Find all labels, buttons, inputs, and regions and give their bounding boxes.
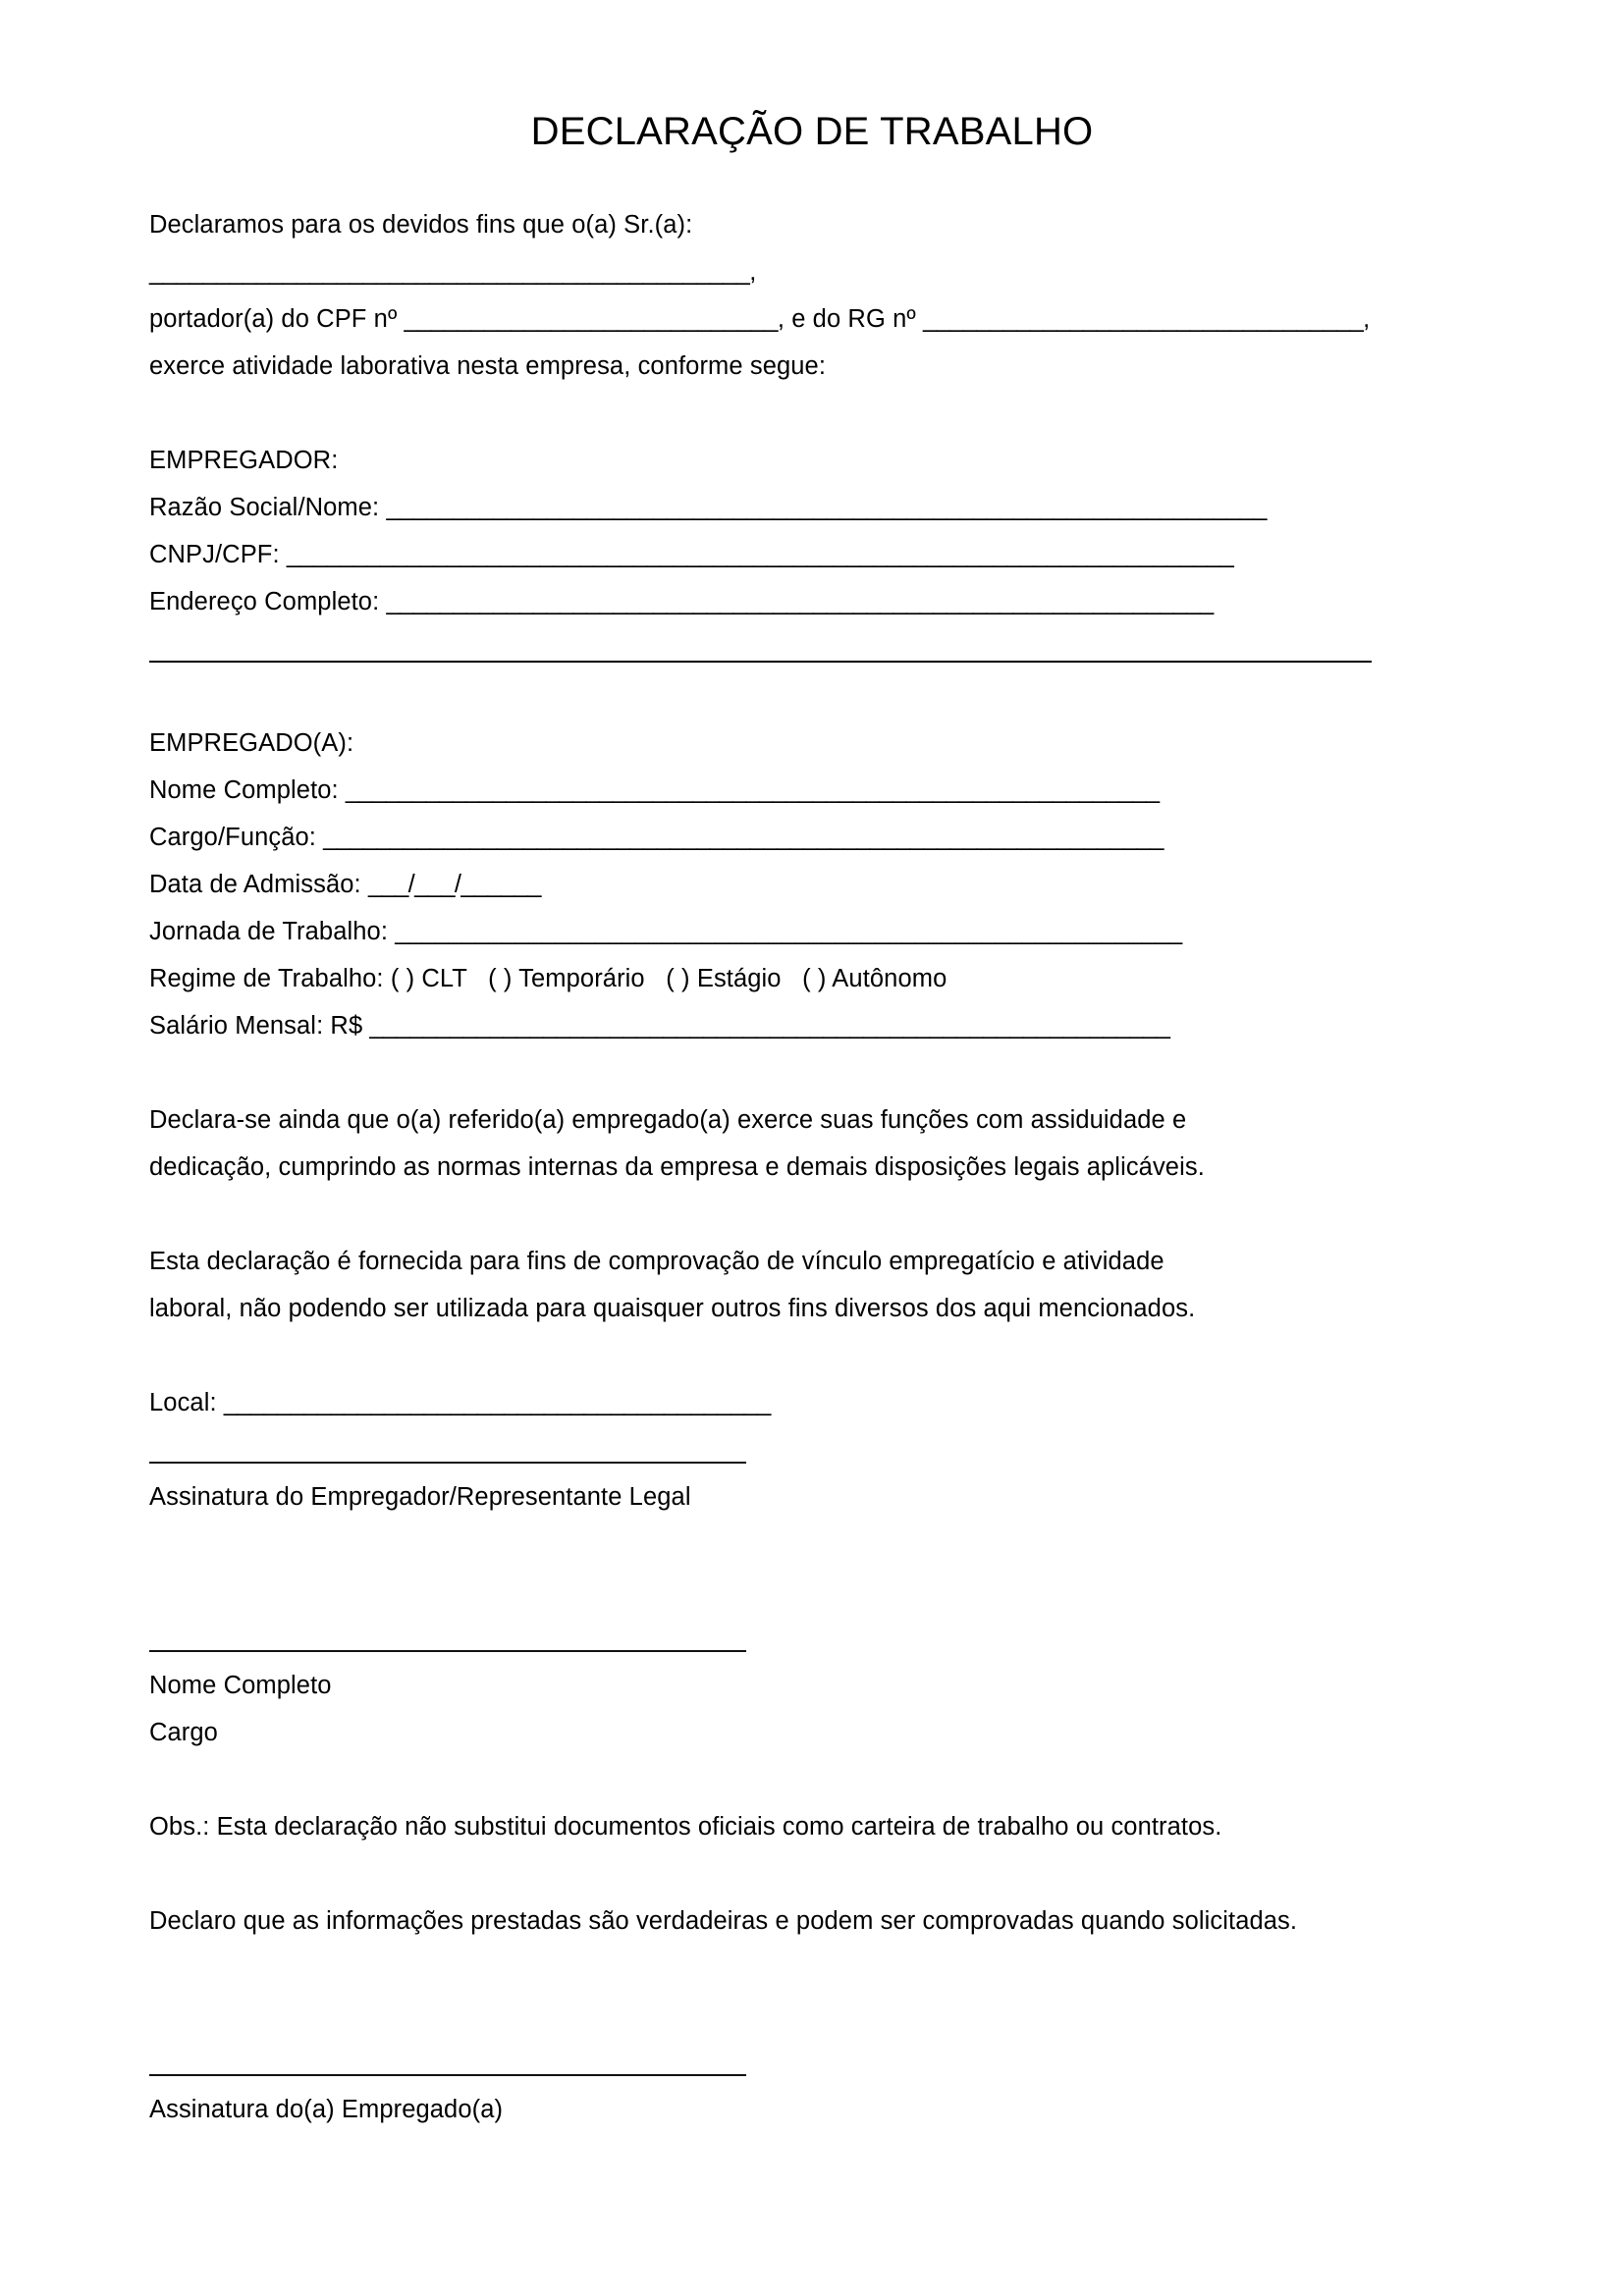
employer-endereco-blank-continued[interactable] bbox=[149, 661, 1372, 663]
employee-field-data-admissao bbox=[149, 861, 1477, 908]
local-blank[interactable]: _________________________________________ bbox=[223, 1389, 771, 1416]
cpf-rg-line bbox=[149, 295, 1477, 343]
statement-paragraph-1-line-1: Declara-se ainda que o(a) referido(a) empregado(a) exerce suas funções com assiduidade e bbox=[149, 1106, 1187, 1134]
statement-paragraph-2-line-2: laboral, não podendo ser utilizada para quaisquer outros fins diversos dos aqui mencionados. bbox=[149, 1295, 1196, 1322]
employee-nome-completo-blank[interactable]: _____________________________________________________________ bbox=[345, 776, 1160, 804]
name-blank-underscores[interactable]: _____________________________________________ bbox=[149, 258, 750, 286]
spacer-between-paragraphs bbox=[149, 1191, 1477, 1238]
rg-blank-underscores[interactable]: _________________________________ bbox=[922, 305, 1364, 333]
employer-cnpj-cpf-label: CNPJ/CPF: bbox=[149, 541, 280, 568]
cpf-blank-underscores[interactable]: ____________________________ bbox=[404, 305, 778, 333]
employee-salario-label: Salário Mensal: R$ bbox=[149, 1012, 363, 1040]
employer-name-caption: Nome Completo bbox=[149, 1672, 332, 1699]
employer-razao-social-label: Razão Social/Nome: bbox=[149, 494, 380, 521]
spacer-before-local bbox=[149, 1332, 1477, 1379]
observation-note: Obs.: Esta declaração não substitui documentos oficiais como carteira de trabalho ou contratos. bbox=[149, 1813, 1222, 1841]
statement-paragraph-2-line-1: Esta declaração é fornecida para fins de comprovação de vínculo empregatício e atividade bbox=[149, 1248, 1164, 1275]
document-body bbox=[149, 201, 1477, 2133]
employer-role-caption: Cargo bbox=[149, 1719, 218, 1746]
employer-field-cnpj-cpf bbox=[149, 531, 1477, 578]
employer-name-caption-row bbox=[149, 1662, 1477, 1709]
spacer-before-employee-signature bbox=[149, 1945, 1477, 2039]
employer-field-razao-social bbox=[149, 484, 1477, 531]
truth-statement: Declaro que as informações prestadas são verdadeiras e podem ser comprovadas quando solicitadas. bbox=[149, 1907, 1298, 1935]
employer-signature-caption-row bbox=[149, 1473, 1477, 1521]
employee-cargo-funcao-label: Cargo/Função: bbox=[149, 824, 316, 851]
regime-option-clt[interactable]: ( ) CLT bbox=[390, 965, 467, 992]
local-label: Local: bbox=[149, 1389, 217, 1416]
page-title: DECLARAÇÃO DE TRABALHO bbox=[530, 110, 1094, 153]
regime-option-temporario[interactable]: ( ) Temporário bbox=[488, 965, 645, 992]
cpf-label: portador(a) do CPF nº bbox=[149, 305, 398, 333]
spacer-before-name-line bbox=[149, 1521, 1477, 1615]
employer-name-line[interactable] bbox=[149, 1650, 746, 1652]
employer-signature-line[interactable] bbox=[149, 1462, 746, 1464]
employee-heading-text: EMPREGADO(A): bbox=[149, 729, 354, 757]
employee-jornada-label: Jornada de Trabalho: bbox=[149, 918, 389, 945]
employee-field-cargo-funcao bbox=[149, 814, 1477, 861]
employee-signature-line[interactable] bbox=[149, 2074, 746, 2076]
intro-text-3: exerce atividade laborativa nesta empresa, conforme segue: bbox=[149, 352, 827, 380]
employee-heading bbox=[149, 720, 1477, 767]
spacer-after-employee bbox=[149, 1049, 1477, 1096]
employee-signature-caption: Assinatura do(a) Empregado(a) bbox=[149, 2096, 504, 2123]
observation-note-row bbox=[149, 1803, 1477, 1850]
employee-signature-caption-row bbox=[149, 2086, 1477, 2133]
employee-data-admissao-mask[interactable]: ___/___/______ bbox=[367, 871, 541, 898]
employer-field-endereco bbox=[149, 578, 1477, 625]
employer-name-rule-row bbox=[149, 1615, 1477, 1662]
spacer-after-employer bbox=[149, 672, 1477, 720]
spacer-after-intro bbox=[149, 390, 1477, 437]
statement-paragraph-1 bbox=[149, 1096, 1477, 1191]
employer-role-caption-row bbox=[149, 1709, 1477, 1756]
rg-blank-comma: , bbox=[1363, 305, 1371, 333]
name-blank-comma: , bbox=[749, 258, 757, 286]
employer-heading bbox=[149, 437, 1477, 484]
statement-paragraph-2 bbox=[149, 1238, 1477, 1332]
employee-field-jornada bbox=[149, 908, 1477, 955]
employee-field-nome-completo bbox=[149, 767, 1477, 814]
employee-data-admissao-label: Data de Admissão: bbox=[149, 871, 361, 898]
statement-paragraph-1-line-2: dedicação, cumprindo as normas internas da empresa e demais disposições legais aplicáveis. bbox=[149, 1153, 1205, 1181]
employer-endereco-label: Endereço Completo: bbox=[149, 588, 380, 615]
employer-signature-rule-row bbox=[149, 1426, 1477, 1473]
employer-cnpj-cpf-blank[interactable]: _______________________________________________________________________ bbox=[286, 541, 1234, 568]
spacer-before-note bbox=[149, 1756, 1477, 1803]
rg-label: , e do RG nº bbox=[777, 305, 916, 333]
employee-nome-completo-label: Nome Completo: bbox=[149, 776, 339, 804]
employer-endereco-blank[interactable]: ______________________________________________________________ bbox=[386, 588, 1214, 615]
employee-jornada-blank[interactable]: ___________________________________________________________ bbox=[395, 918, 1182, 945]
regime-option-estagio[interactable]: ( ) Estágio bbox=[666, 965, 782, 992]
intro-line-1 bbox=[149, 201, 1477, 248]
spacer-before-truth-statement bbox=[149, 1850, 1477, 1897]
intro-line-3 bbox=[149, 343, 1477, 390]
employee-field-salario bbox=[149, 1002, 1477, 1049]
employer-heading-text: EMPREGADOR: bbox=[149, 447, 339, 474]
employee-regime-label: Regime de Trabalho: bbox=[149, 965, 384, 992]
regime-option-autonomo[interactable]: ( ) Autônomo bbox=[802, 965, 947, 992]
employer-endereco-second-line bbox=[149, 625, 1477, 672]
employee-salario-blank[interactable]: ____________________________________________________________ bbox=[369, 1012, 1170, 1040]
employee-field-regime bbox=[149, 955, 1477, 1002]
employer-signature-caption: Assinatura do Empregador/Representante Legal bbox=[149, 1483, 691, 1511]
employer-razao-social-blank[interactable]: __________________________________________________________________ bbox=[386, 494, 1267, 521]
name-blank-line bbox=[149, 248, 1477, 295]
local-field bbox=[149, 1379, 1477, 1426]
employee-signature-rule-row bbox=[149, 2039, 1477, 2086]
employee-cargo-funcao-blank[interactable]: _______________________________________________________________ bbox=[323, 824, 1164, 851]
intro-text-1: Declaramos para os devidos fins que o(a) Sr.(a): bbox=[149, 211, 693, 239]
truth-statement-row bbox=[149, 1897, 1477, 1945]
